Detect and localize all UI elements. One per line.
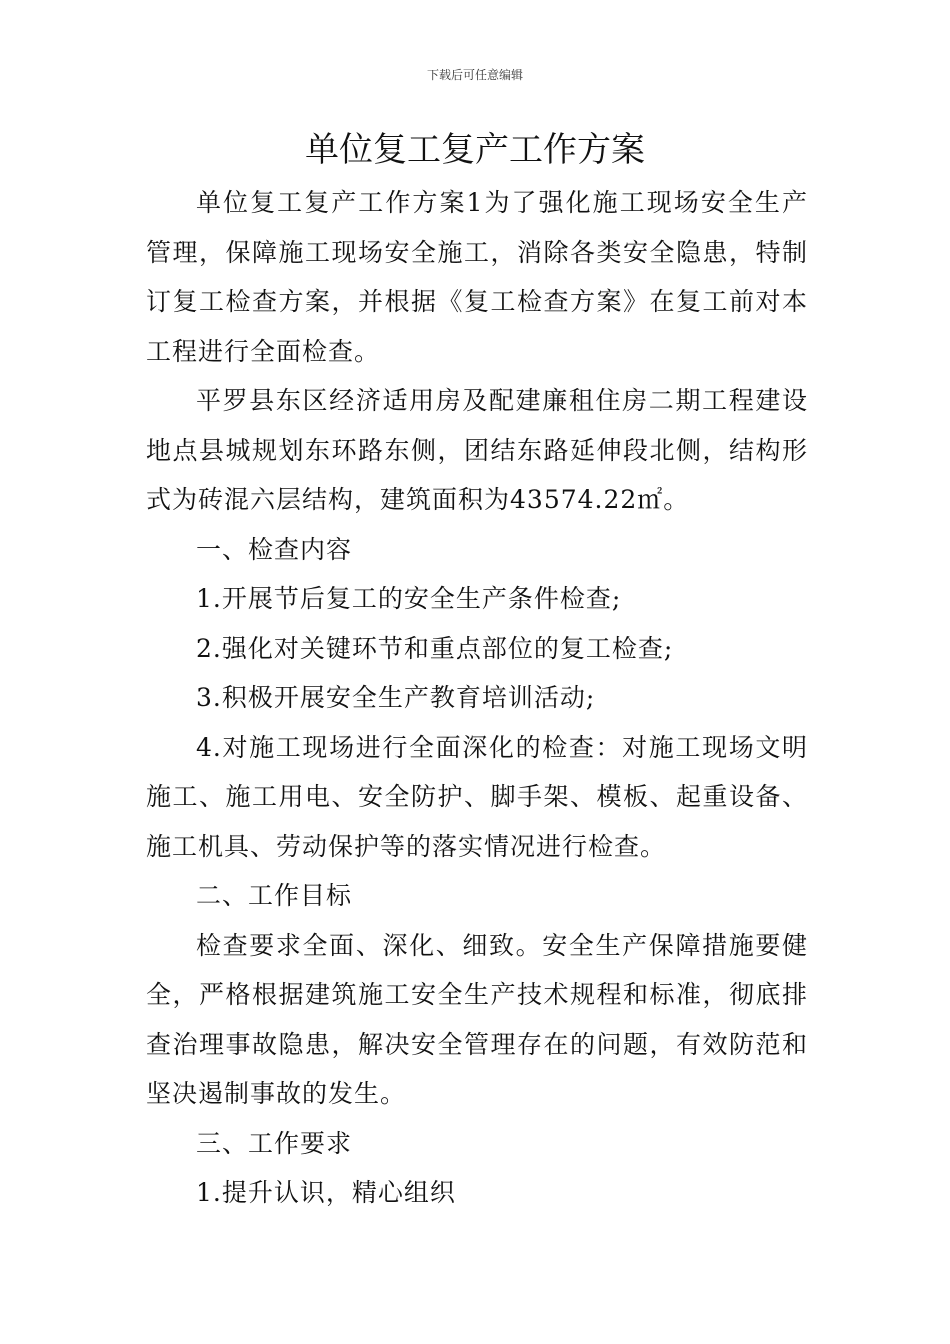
list-item-inspection-3: 3.积极开展安全生产教育培训活动; <box>196 683 596 712</box>
list-item-requirement-1: 1.提升认识，精心组织 <box>196 1178 456 1207</box>
section-heading-work-goals: 二、工作目标 <box>196 881 353 910</box>
document-title: 单位复工复产工作方案 <box>305 130 645 170</box>
list-item-inspection-1: 1.开展节后复工的安全生产条件检查; <box>196 584 622 613</box>
download-note: 下载后可任意编辑 <box>426 68 523 82</box>
section-heading-work-requirements: 三、工作要求 <box>196 1128 353 1158</box>
list-item-inspection-4: 4.对施工现场进行全面深化的检查：对施工现场文明施工、施工用电、安全防护、脚手架、模板、起重设备、施工机具、劳动保护等的落实情况进行检查。 <box>146 732 808 861</box>
paragraph-intro: 单位复工复产工作方案1为了强化施工现场安全生产管理，保障施工现场安全施工，消除各类安全隐患，特制订复工检查方案，并根据《复工检查方案》在复工前对本工程进行全面检查。 <box>146 188 808 366</box>
list-item-inspection-2: 2.强化对关键环节和重点部位的复工检查; <box>196 633 674 663</box>
document-body <box>146 178 808 1218</box>
paragraph-work-goals: 检查要求全面、深化、细致。安全生产保障措施要健全，严格根据建筑施工安全生产技术规程和标准，彻底排查治理事故隐患，解决安全管理存在的问题，有效防范和坚决遏制事故的发生。 <box>146 930 808 1108</box>
paragraph-project-location: 平罗县东区经济适用房及配建廉租住房二期工程建设地点县城规划东环路东侧，团结东路延伸段北侧，结构形式为砖混六层结构，建筑面积为43574.22㎡。 <box>146 386 808 514</box>
section-heading-inspection-content: 一、检查内容 <box>196 534 353 564</box>
